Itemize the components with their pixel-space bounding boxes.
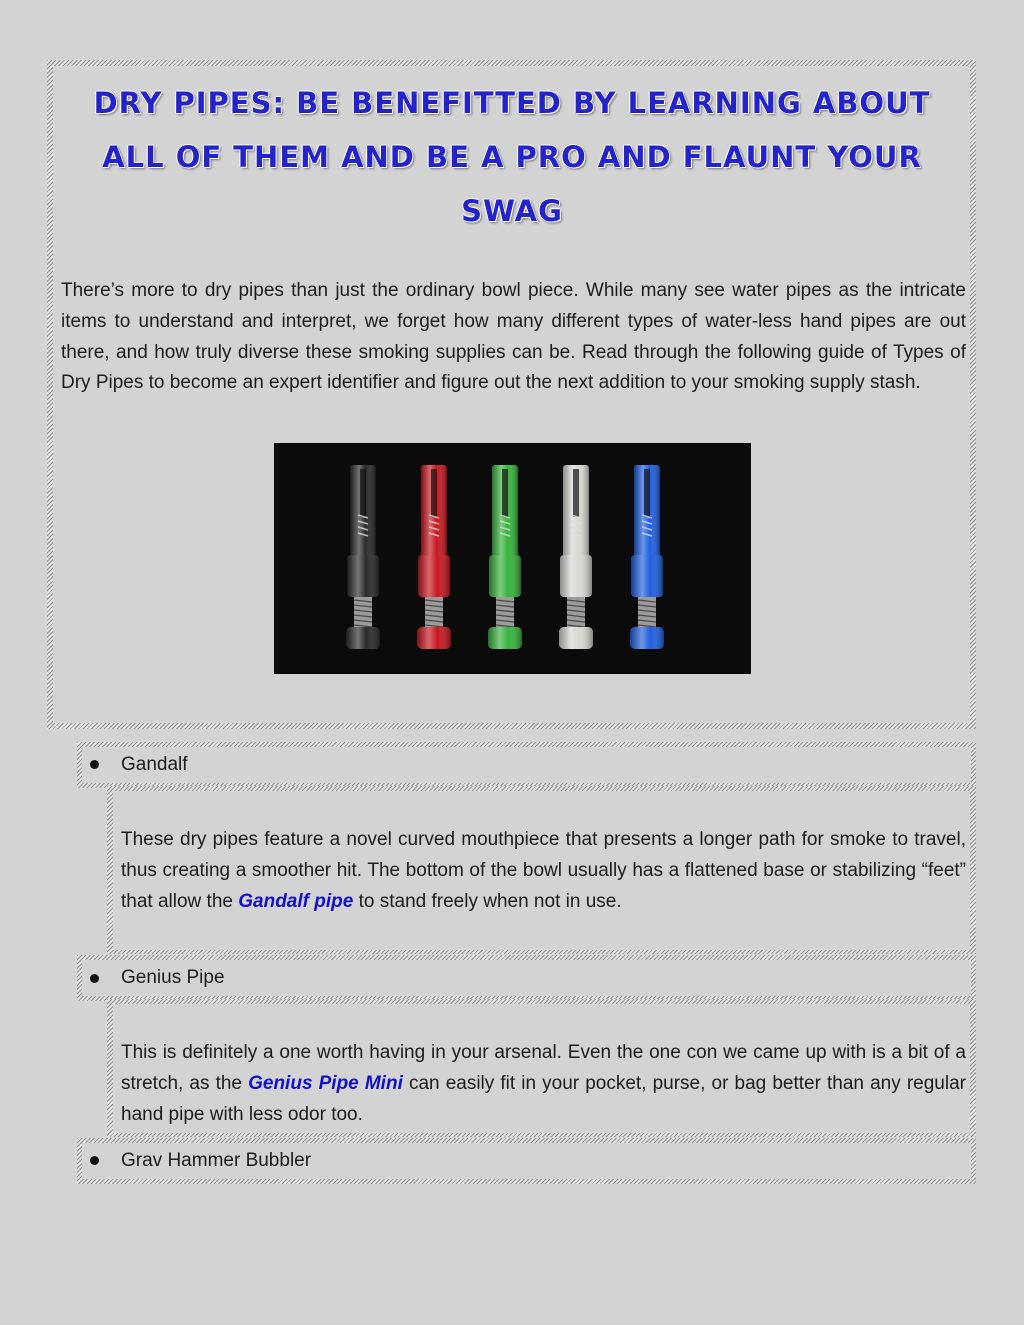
intro-paragraph: There’s more to dry pipes than just the ordinary bowl piece. While many see water pipes as the intricate items to understand and interpret, we forget how many different types of water-less hand pipes are out there, and how truly diverse these smoking supplies can be. Read through the following guide of Types of Dry Pipes to become an expert identifier and figure out the next addition to your smoking supply stash. (61, 280, 966, 394)
list-item-label: Genius Pipe (121, 967, 225, 988)
list-item-gandalf (77, 742, 976, 788)
description-genius-pipe (121, 1038, 966, 1130)
description-gandalf (121, 825, 966, 917)
pipe-piece (559, 465, 593, 649)
description-text: These dry pipes feature a novel curved mouthpiece that presents a longer path for smoke to travel, thus creating a smoother hit. The bottom of the bowl usually has a flattened base or stabilizing “feet” that allow the (121, 829, 966, 912)
bullet-icon (90, 760, 99, 769)
description-text: can easily fit in your pocket, purse, or bag better than any regular hand pipe with less odor too. (121, 1072, 966, 1125)
bullet-icon (90, 1156, 99, 1165)
bullet-icon (90, 974, 99, 983)
list-item-label: Grav Hammer Bubbler (121, 1150, 312, 1171)
pipe-piece (346, 465, 380, 649)
dry-pipes-photo (274, 443, 751, 674)
pipe-piece (417, 465, 451, 649)
genius-pipe-mini-link[interactable]: Genius Pipe Mini (248, 1072, 403, 1094)
page-title: DRY PIPES: BE BENEFITTED BY LEARNING ABOUT ALL OF THEM AND BE A PRO AND FLAUNT YOUR SWAG (93, 86, 931, 228)
list-item-label: Gandalf (121, 754, 188, 775)
description-text: This is definitely a one worth having in your arsenal. Even the one con we came up with is a bit of a stretch, as the (121, 1042, 966, 1094)
pipe-piece (630, 465, 664, 649)
gandalf-pipe-link[interactable]: Gandalf pipe (238, 890, 354, 912)
description-text: to stand freely when not in use. (353, 890, 622, 912)
pipes-illustration (274, 443, 751, 674)
pipe-piece (488, 465, 522, 649)
